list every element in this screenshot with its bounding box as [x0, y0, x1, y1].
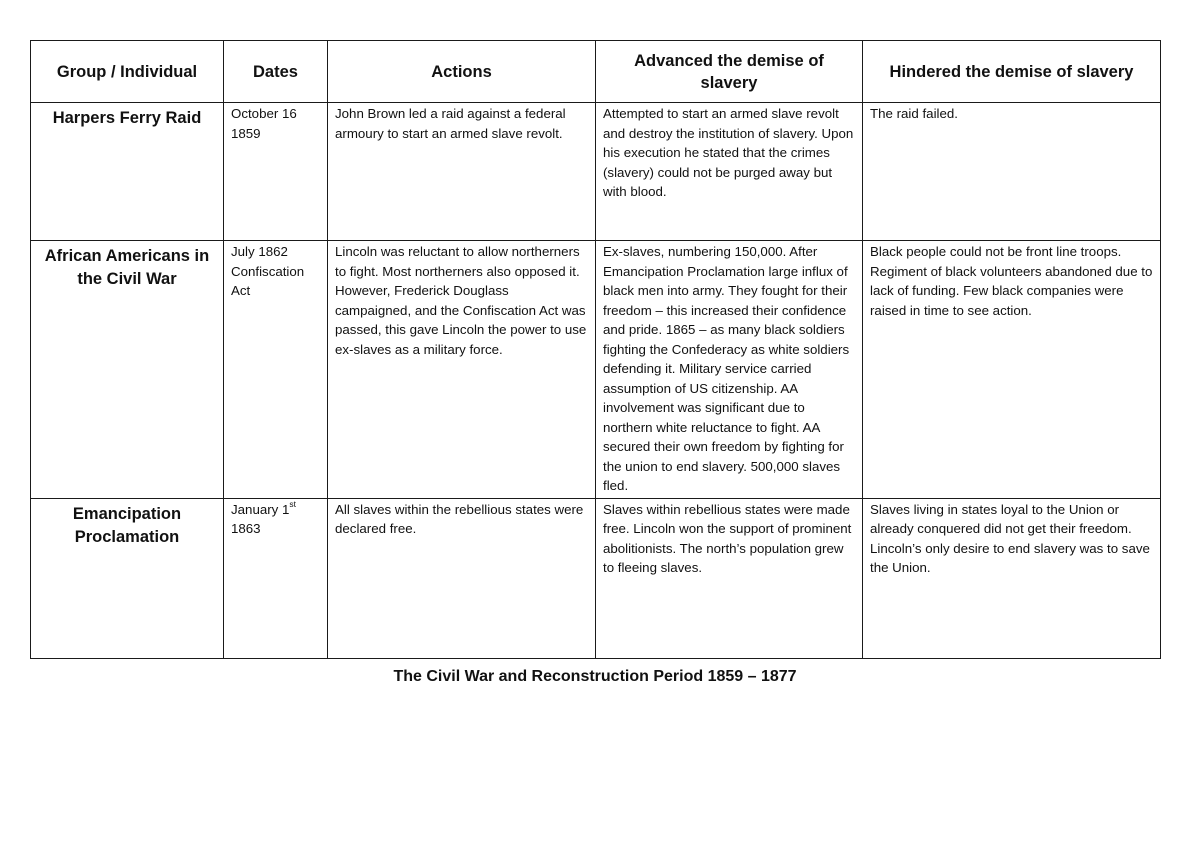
table-row-african-americans — [31, 241, 1161, 499]
row-group-label: African Americans in the Civil War — [31, 241, 224, 499]
row-group-label: Harpers Ferry Raid — [31, 103, 224, 241]
row-hindered: Slaves living in states loyal to the Union or already conquered did not get their freedom. Lincoln’s only desire to end slavery was to save the Union. — [863, 498, 1161, 658]
row-advanced: Ex-slaves, numbering 150,000. After Emancipation Proclamation large influx of black men into army. They fought for their freedom – this increased their confidence and pride. 1865 – as many black soldiers fighting the Confederacy as white soldiers defending it. Military service carried assumption of US citizenship. AA involvement was significant due to northern white reluctance to fight. AA secured their own freedom by fighting for the union to end slavery. 500,000 slaves fled. — [596, 241, 863, 499]
header-actions: Actions — [328, 41, 596, 103]
table-header-row — [31, 41, 1161, 103]
table-row-emancipation — [31, 498, 1161, 658]
row-advanced: Attempted to start an armed slave revolt and destroy the institution of slavery. Upon his execution he stated that the crimes (slavery) could not be purged away but with blood. — [596, 103, 863, 241]
table-row-harpers-ferry — [31, 103, 1161, 241]
header-dates: Dates — [224, 41, 328, 103]
row-dates — [224, 498, 328, 658]
civil-war-table — [30, 40, 1161, 659]
row-hindered: The raid failed. — [863, 103, 1161, 241]
dates-year: 1863 — [231, 521, 261, 536]
row-dates: October 16 1859 — [224, 103, 328, 241]
header-advanced: Advanced the demise of slavery — [596, 41, 863, 103]
header-group: Group / Individual — [31, 41, 224, 103]
row-hindered: Black people could not be front line troops. Regiment of black volunteers abandoned due to lack of funding. Few black companies were raised in time to see action. — [863, 241, 1161, 499]
row-actions: Lincoln was reluctant to allow northerners to fight. Most northerners also opposed it. However, Frederick Douglass campaigned, and the Confiscation Act was passed, this gave Lincoln the power to use ex-slaves as a military force. — [328, 241, 596, 499]
row-dates: July 1862 Confiscation Act — [224, 241, 328, 499]
row-group-label: Emancipation Proclamation — [31, 498, 224, 658]
dates-prefix: January 1 — [231, 501, 290, 517]
row-actions: All slaves within the rebellious states were declared free. — [328, 498, 596, 658]
row-actions: John Brown led a raid against a federal armoury to start an armed slave revolt. — [328, 103, 596, 241]
table-caption: The Civil War and Reconstruction Period 1859 – 1877 — [393, 668, 797, 685]
dates-ordinal-suffix: st — [289, 499, 297, 510]
row-advanced: Slaves within rebellious states were made free. Lincoln won the support of prominent abolitionists. The north’s population grew to fleeing slaves. — [596, 498, 863, 658]
header-hindered: Hindered the demise of slavery — [863, 41, 1161, 103]
